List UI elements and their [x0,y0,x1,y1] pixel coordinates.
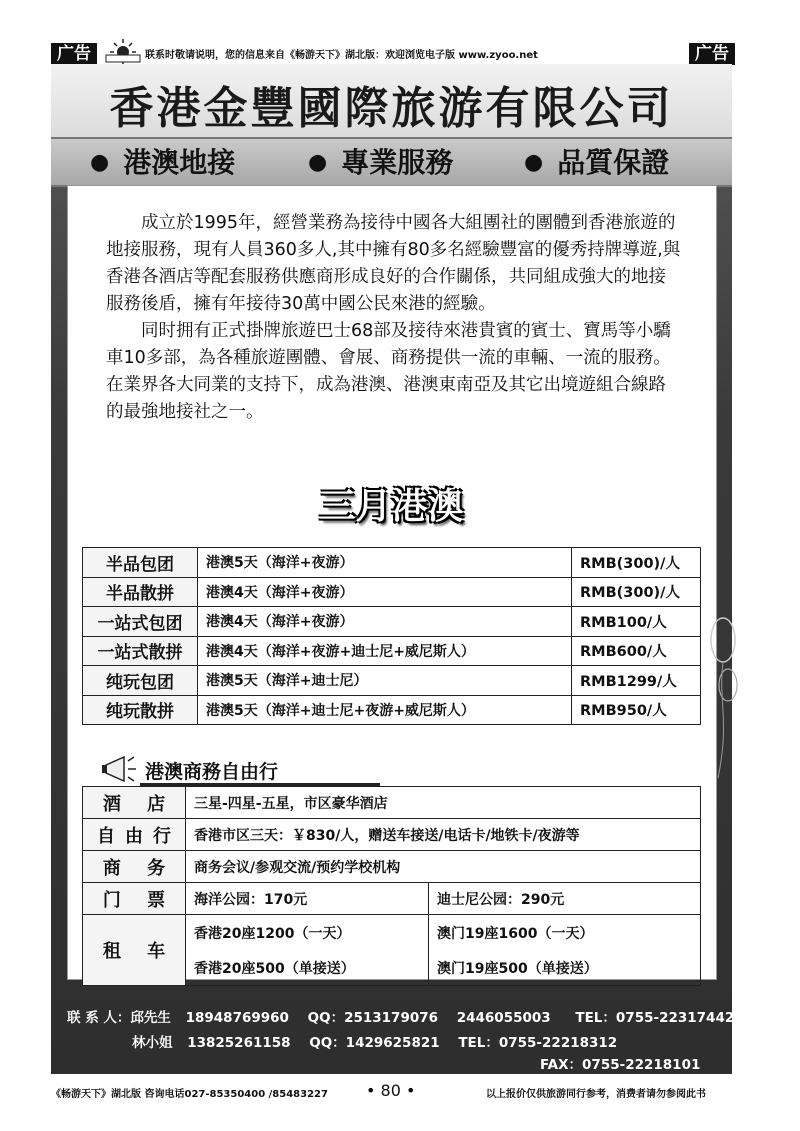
slogan-1: ● 港澳地接 [90,146,236,179]
table-row [83,666,701,696]
section-title: 三月港澳 [319,486,464,527]
contact-qq-2: 2446055003 [456,1010,551,1026]
package-name: 纯玩包团 [83,666,198,696]
contact-name: 林小姐 [132,1035,173,1051]
ticket-label: 门 票 [83,883,186,915]
rent-label: 租 车 [83,915,186,986]
free-travel-title: 港澳商務自由行 [145,761,279,783]
table-row [83,915,701,951]
service-table [82,786,701,986]
package-name: 一站式散拼 [83,636,198,666]
package-name: 半品散拼 [83,577,198,607]
table-row [83,636,701,666]
contact-qq: QQ：2513179076 [307,1010,439,1026]
bullet-icon: ● [524,150,544,175]
table-row [83,819,701,851]
free-travel-label: 自由行 [83,819,186,851]
slogan-3: ● 品質保證 [524,146,670,179]
contact-tel: TEL：0755-22218312 [458,1035,618,1051]
bullet-icon: ● [308,150,328,175]
rent-hk-day: 香港20座1200（一天） [186,915,429,951]
contact-fax: FAX：0755-22218101 [540,1057,701,1073]
package-price: RMB100/人 [572,607,701,637]
footer-right: 以上报价仅供旅游同行参考，消费者请勿参阅此书 [486,1089,706,1100]
package-route: 港澳4天（海洋+夜游） [198,577,572,607]
rent-mo-day: 澳门19座1600（一天） [429,915,701,951]
balloon-icon [708,600,738,780]
bullet-icon: ● [90,150,110,175]
free-travel-value: 香港市区三天：￥830/人，赠送车接送/电话卡/地铁卡/夜游等 [186,819,701,851]
intro-paragraph-1: 成立於1995年，經營業務為接待中國各大組團社的團體到香港旅遊的地接服務，現有人員360多人,其中擁有80多名經驗豐富的優秀持牌導遊,與香港各酒店等配套服務供應商形成良好的合作關係，共同組成強大的地接服務後盾，擁有年接待30萬中國公民來港的經驗。 [106,213,681,314]
company-name: 香港金豐國際旅游有限公司 [109,83,674,134]
contact-name: 邱先生 [130,1010,171,1026]
megaphone-icon [100,751,142,787]
package-route: 港澳4天（海洋+夜游） [198,607,572,637]
contact-line-1 [67,1006,734,1026]
rent-mo-transfer: 澳门19座500（单接送） [429,950,701,986]
contact-label: 联 系 人： [67,1010,131,1026]
company-intro [106,210,682,426]
footer-left: 《畅游天下》湖北版 咨询电话027-85350400 /85483227 [51,1089,328,1100]
contact-phone: 13825261158 [187,1035,291,1051]
package-name: 半品包团 [83,548,198,578]
table-row [83,787,701,819]
package-route: 港澳4天（海洋+夜游+迪士尼+威尼斯人） [198,636,572,666]
package-route: 港澳5天（海洋+迪士尼） [198,666,572,696]
ticket-ocean-park: 海洋公园：170元 [186,883,429,915]
table-row [83,607,701,637]
package-table [82,547,701,725]
contact-qq: QQ：1429625821 [309,1035,440,1051]
contact-line-2 [132,1031,617,1051]
hotel-value: 三星-四星-五星，市区豪华酒店 [186,787,701,819]
business-label: 商 务 [83,851,186,883]
top-note: 联系时敬请说明，您的信息来自《畅游天下》湖北版：欢迎浏览电子版 www.zyoo.net [145,50,538,61]
page-number: • 80 • [366,1081,416,1100]
package-route: 港澳5天（海洋+夜游） [198,548,572,578]
package-price: RMB1299/人 [572,666,701,696]
table-row [83,851,701,883]
table-row [83,883,701,915]
table-row [83,577,701,607]
package-name: 纯玩散拼 [83,695,198,725]
package-name: 一站式包团 [83,607,198,637]
ticket-disney: 迪士尼公园：290元 [429,883,701,915]
sun-logo-icon [104,38,142,66]
slogan-2: ● 專業服務 [308,146,454,179]
contact-tel: TEL：0755-22317442 [575,1010,735,1026]
contact-phone: 18948769960 [185,1010,289,1026]
package-price: RMB(300)/人 [572,548,701,578]
ad-label-right: 广告 [689,43,735,65]
package-price: RMB600/人 [572,636,701,666]
table-row [83,548,701,578]
business-value: 商务会议/参观交流/预约学校机构 [186,851,701,883]
table-row [83,695,701,725]
package-price: RMB(300)/人 [572,577,701,607]
hotel-label: 酒 店 [83,787,186,819]
rent-hk-transfer: 香港20座500（单接送） [186,950,429,986]
package-route: 港澳5天（海洋+迪士尼+夜游+威尼斯人） [198,695,572,725]
intro-paragraph-2: 同时拥有正式掛牌旅遊巴士68部及接待來港貴賓的賓士、寶馬等小驕車10多部，為各種旅遊團體、會展、商務提供一流的車輛、一流的服務。在業界各大同業的支持下，成為港澳、港澳東南亞及其它出境遊組合線路的最強地接社之一。 [106,321,671,422]
ad-label-left: 广告 [51,43,97,65]
package-price: RMB950/人 [572,695,701,725]
